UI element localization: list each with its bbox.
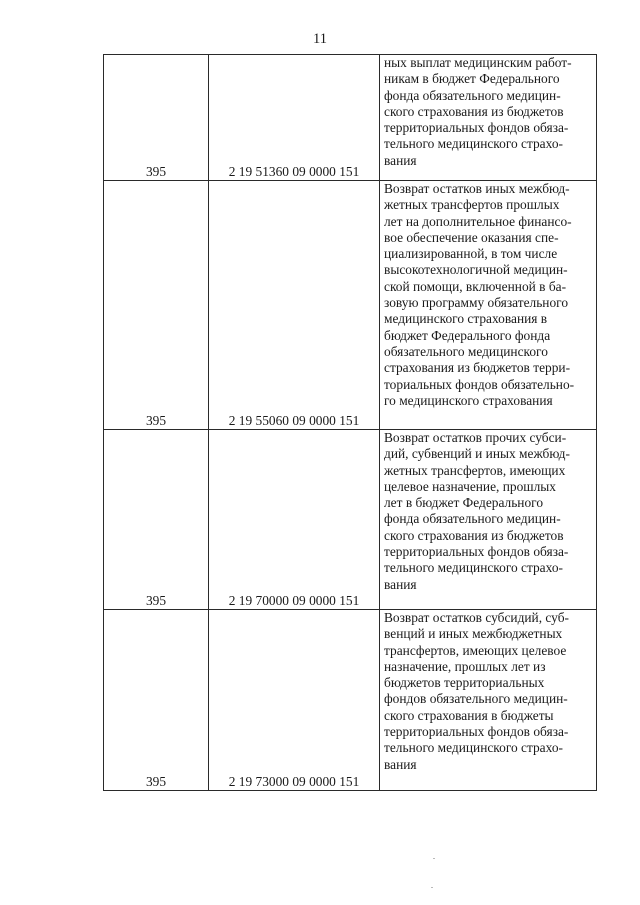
description-line: дий, субвенций и иных межбюд- — [384, 446, 570, 462]
description-line: назначение, прошлых лет из — [384, 658, 546, 674]
description-line: территориальных фондов обяза- — [384, 120, 569, 136]
description-line: фонда обязательного медицин- — [384, 87, 561, 103]
description-line: никам в бюджет Федерального — [384, 71, 560, 87]
table-row — [104, 610, 597, 791]
description-line: территориальных фондов обяза- — [384, 544, 569, 560]
description-line: бюджетов территориальных — [384, 675, 545, 691]
description-line: ториальных фондов обязательно- — [384, 376, 575, 392]
description-line: ской помощи, включенной в ба- — [384, 278, 567, 294]
budget-code-cell: 2 19 70000 09 0000 151 — [209, 430, 380, 610]
description-line: трансфертов, имеющих целевое — [384, 642, 567, 658]
description-line: венций и иных межбюджетных — [384, 626, 563, 642]
description-line: жетных трансфертов, имеющих — [384, 462, 566, 478]
description-line: ского страхования из бюджетов — [384, 103, 564, 119]
description-line: бюджет Федерального фонда — [384, 327, 551, 343]
description-line: вания — [384, 152, 417, 168]
description-line: фондов обязательного медицин- — [384, 691, 568, 707]
scan-speck — [431, 887, 433, 888]
budget-codes-table — [103, 54, 597, 791]
description-line: ского страхования в бюджеты — [384, 707, 554, 723]
description-line: го медицинского страхования — [384, 392, 553, 408]
description-line: вания — [384, 576, 417, 592]
scan-speck — [433, 858, 435, 859]
description-line: Возврат остатков субсидий, суб- — [384, 610, 569, 625]
admin-code-cell: 395 — [104, 55, 209, 181]
description-cell — [380, 610, 597, 791]
description-line: обязательного медицинского — [384, 343, 548, 359]
description-cell — [380, 430, 597, 610]
description-line: тельного медицинского страхо- — [384, 740, 563, 756]
description-line: жетных трансфертов прошлых — [384, 197, 560, 213]
description-line: ского страхования из бюджетов — [384, 527, 564, 543]
description-line: целевое назначение, прошлых — [384, 478, 556, 494]
description-line: циализированной, в том числе — [384, 246, 558, 262]
admin-code-cell: 395 — [104, 181, 209, 430]
description-line: ных выплат медицинским работ- — [384, 55, 572, 70]
page-number: 11 — [313, 31, 327, 47]
budget-code-cell: 2 19 51360 09 0000 151 — [209, 55, 380, 181]
description-line: зовую программу обязательного — [384, 295, 569, 311]
description-line: Возврат остатков прочих субси- — [384, 430, 567, 445]
description-cell — [380, 181, 597, 430]
description-line: страхования из бюджетов терри- — [384, 360, 571, 376]
description-line: медицинского страхования в — [384, 311, 548, 327]
table-row — [104, 430, 597, 610]
description-line: высокотехнологичной медицин- — [384, 262, 568, 278]
admin-code-cell: 395 — [104, 430, 209, 610]
description-line: территориальных фондов обяза- — [384, 724, 569, 740]
table-row — [104, 55, 597, 181]
description-line: тельного медицинского страхо- — [384, 136, 563, 152]
description-line: лет в бюджет Федерального — [384, 495, 544, 511]
description-line: фонда обязательного медицин- — [384, 511, 561, 527]
description-line: лет на дополнительное финансо- — [384, 213, 572, 229]
admin-code-cell: 395 — [104, 610, 209, 791]
budget-code-cell: 2 19 73000 09 0000 151 — [209, 610, 380, 791]
description-line: вое обеспечение оказания спе- — [384, 229, 559, 245]
description-line: Возврат остатков иных межбюд- — [384, 181, 570, 196]
description-line: тельного медицинского страхо- — [384, 560, 563, 576]
table-row — [104, 181, 597, 430]
budget-code-cell: 2 19 55060 09 0000 151 — [209, 181, 380, 430]
description-line: вания — [384, 756, 417, 772]
description-cell — [380, 55, 597, 181]
